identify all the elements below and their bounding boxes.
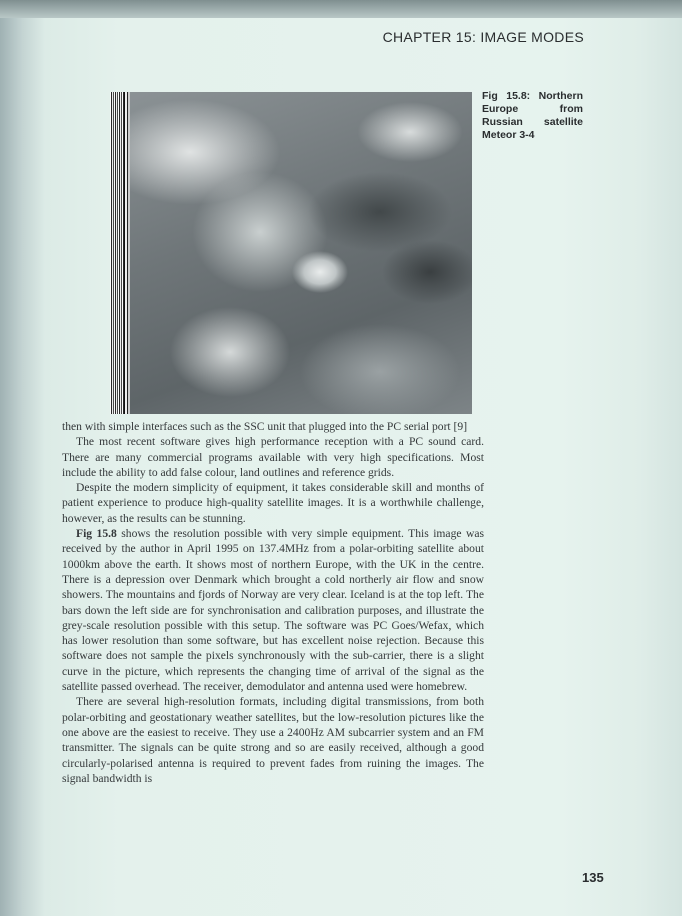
figure-caption: Fig 15.8: Northern Europe from Russian satellite Meteor 3-4 bbox=[482, 90, 583, 141]
paragraph bbox=[62, 526, 484, 694]
scan-edge bbox=[0, 0, 682, 18]
body-text bbox=[62, 419, 484, 786]
paragraph: then with simple interfaces such as the SSC unit that plugged into the PC serial port [9] bbox=[62, 420, 468, 433]
paragraph: The most recent software gives high performance reception with a PC sound card. There are many commercial programs available with very high specifications. Most include the ability to add false colour, land outlines and reference grids. bbox=[62, 435, 484, 479]
satellite-image-figure bbox=[110, 92, 472, 414]
page-number: 135 bbox=[582, 870, 604, 885]
figure-reference: Fig 15.8 bbox=[76, 527, 117, 541]
paragraph: There are several high-resolution formats, including digital transmissions, from both polar-orbiting and geostationary weather satellites, but the low-resolution pictures like the one above are the easiest to receive. They use a 2400Hz AM subcarrier system and an FM transmitter. The signals can be quite strong and so are easily received, although a good circularly-polarised antenna is required to prevent fades from ruining the images. The signal bandwidth is bbox=[62, 695, 484, 785]
paragraph-text: shows the resolution possible with very simple equipment. This image was received by the author in April 1995 on 137.4MHz from a polar-orbiting satellite about 1000km above the earth. It shows most of northern Europe, with the UK in the centre. There is a depression over Denmark which brought a cold northerly air flow and snow showers. The mountains and fjords of Norway are very clear. Iceland is at the top left. The bars down the left side are for synchronisation and calibration purposes, and illustrate the grey-scale resolution possible with this setup. The software was PC Goes/Wefax, which has lower resolution than some software, but has excellent noise rejection. Because this software does not sample the pixels synchronously with the sub-carrier, there is a slight curve in the picture, which represents the changing time of arrival of the signal as the satellite passed overhead. The receiver, demodulator and antenna used were homebrew. bbox=[62, 527, 484, 694]
satellite-weather-image bbox=[130, 92, 472, 414]
paragraph: Despite the modern simplicity of equipment, it takes considerable skill and months of patient experience to produce high-quality satellite images. It is a worthwhile challenge, however, as the results can be stunning. bbox=[62, 481, 484, 525]
sync-bars bbox=[110, 92, 124, 414]
chapter-heading: CHAPTER 15: IMAGE MODES bbox=[382, 29, 584, 45]
